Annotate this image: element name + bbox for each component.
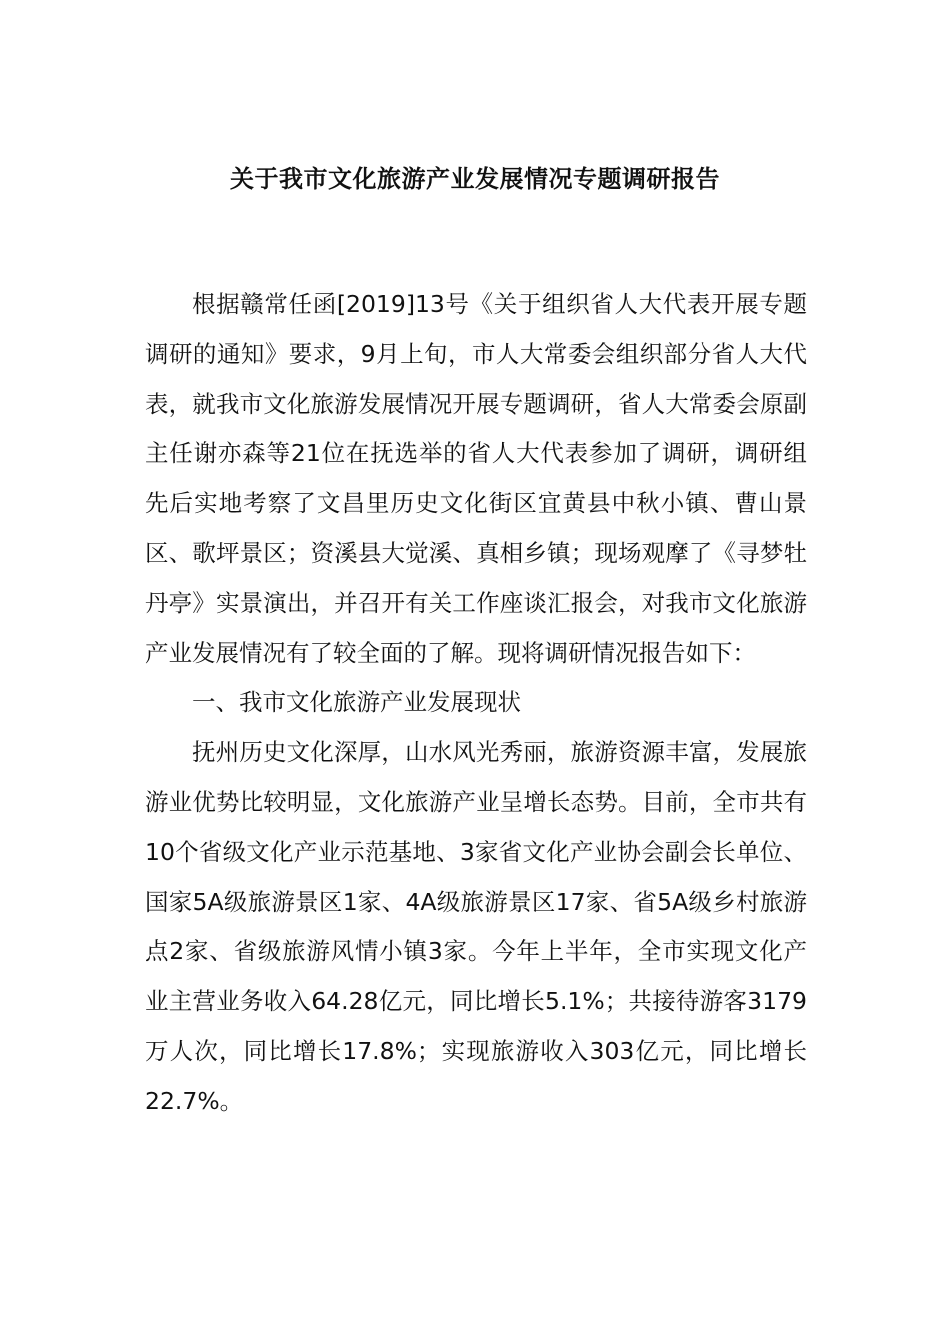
intro-paragraph: 根据赣常任函[2019]13号《关于组织省人大代表开展专题调研的通知》要求，9月上旬，市人大常委会组织部分省人大代表，就我市文化旅游发展情况开展专题调研，省人大常委会原副主任谢亦森等21位在抚选举的省人大代表参加了调研，调研组先后实地考察了文昌里历史文化街区宜黄县中秋小镇、曹山景区、歌坪景区；资溪县大觉溪、真相乡镇；现场观摩了《寻梦牡丹亭》实景演出，并召开有关工作座谈汇报会，对我市文化旅游产业发展情况有了较全面的了解。现将调研情况报告如下： <box>145 290 807 667</box>
section-heading: 一、我市文化旅游产业发展现状 <box>192 688 521 717</box>
document-body <box>145 280 807 1127</box>
section-paragraph: 抚州历史文化深厚，山水风光秀丽，旅游资源丰富，发展旅游业优势比较明显，文化旅游产业呈增长态势。目前，全市共有10个省级文化产业示范基地、3家省文化产业协会副会长单位、国家5A级旅游景区1家、4A级旅游景区17家、省5A级乡村旅游点2家、省级旅游风情小镇3家。今年上半年，全市实现文化产业主营业务收入64.28亿元，同比增长5.1%；共接待游客3179万人次，同比增长17.8%；实现旅游收入303亿元，同比增长22.7%。 <box>145 738 807 1115</box>
document-title: 关于我市文化旅游产业发展情况专题调研报告 <box>230 165 720 193</box>
